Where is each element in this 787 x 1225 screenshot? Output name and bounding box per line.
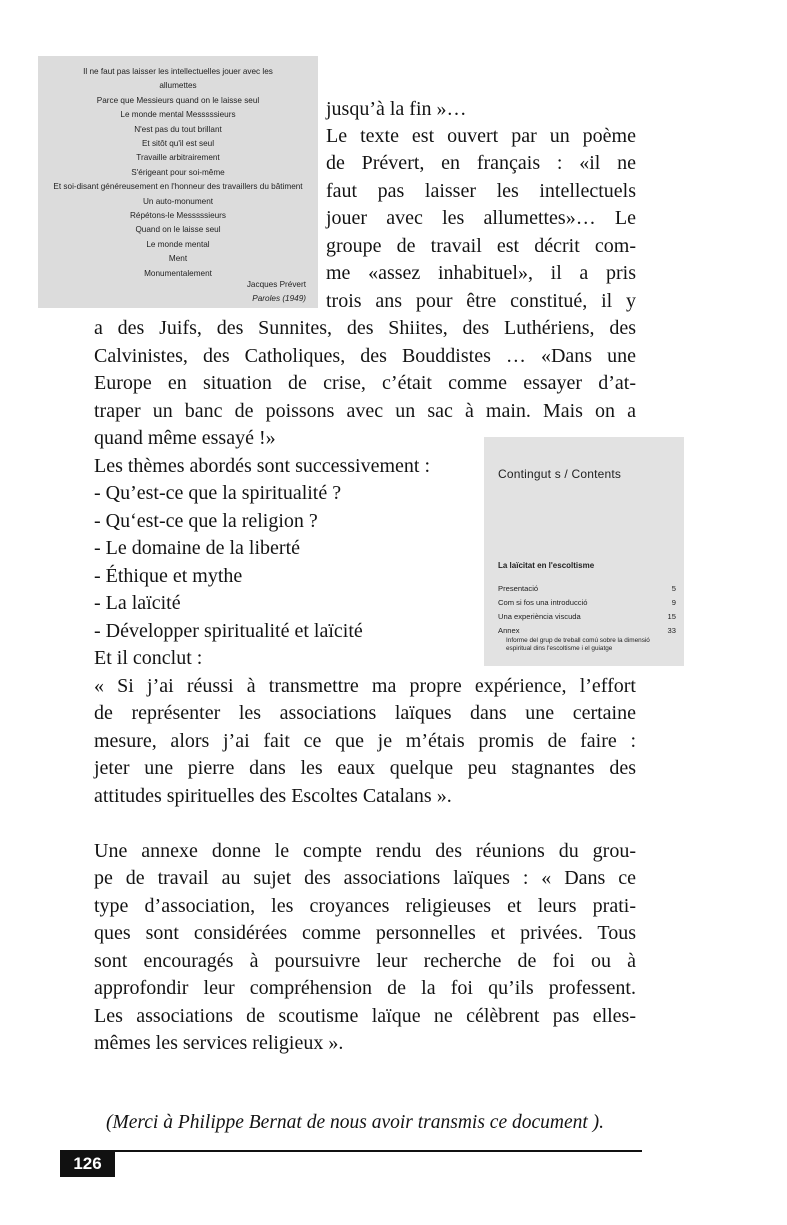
poem-source: Paroles (1949) [252,294,306,303]
body-line: type d’association, les croyances religieuses et leurs prati- [94,895,636,917]
body-line: Le texte est ouvert par un poème [326,125,636,147]
poem-line: Répétons-le Messsssieurs [129,211,226,221]
body-line: jusqu’à la fin »… [326,98,467,120]
theme-item: - Développer spiritualité et laïcité [94,620,363,642]
toc-label: Annex [498,626,520,635]
body-line: traper un banc de poissons avec un sac à main. Mais on a [94,400,636,422]
poem-line: Et sitôt qu'il est seul [141,139,215,149]
poem-author: Jacques Prévert [246,280,306,289]
body-line: jeter une pierre dans les eaux quelque peu stagnantes des [94,757,636,779]
body-line: trois ans pour être constitué, il y [326,290,636,312]
theme-item: - Le domaine de la liberté [94,537,301,559]
body-line: Une annexe donne le compte rendu des réunions du grou- [94,840,636,862]
toc-label: Una experiència viscuda [498,612,581,621]
body-line: groupe de travail est décrit com- [326,235,636,257]
toc-page: 15 [667,612,676,621]
body-line: ques sont considérées comme personnelles et privées. Tous [94,922,636,944]
body-line: approfondir leur compréhension de la foi qu’ils professent. [94,977,636,999]
body-line: Les associations de scoutisme laïque ne célèbrent pas elles- [94,1005,636,1027]
footer-rule [60,1150,642,1152]
toc-page: 33 [667,626,676,635]
poem-line: S'érigeant pour soi-même [131,167,225,177]
contents-section-title: La laïcitat en l'escoltisme [498,561,595,570]
theme-item: - Qu‘est-ce que la religion ? [94,510,318,532]
body-line: de représenter les associations laïques dans une certaine [94,702,636,724]
toc-label: Com si fos una introducció [498,598,588,607]
body-line: jouer avec les allumettes»… Le [326,207,636,229]
theme-item: - Qu’est-ce que la spiritualité ? [94,482,342,504]
body-line: Et il conclut : [94,647,203,669]
body-line: mêmes les services religieux ». [94,1032,344,1054]
poem-line: Le monde mental [146,239,210,249]
toc-page: 9 [671,598,676,607]
poem-line: Parce que Messieurs quand on le laisse seul [96,95,260,105]
poem-line: Quand on le laisse seul [135,225,221,235]
body-line: a des Juifs, des Sunnites, des Shiites, des Luthériens, des [94,317,636,339]
body-line: sont encouragés à poursuivre leur recherche de foi ou à [94,950,636,972]
theme-item: - Éthique et mythe [94,565,243,587]
poem-line: Monumentalement [144,268,212,278]
poem-line: Travaille arbitrairement [136,153,220,163]
toc-subtitle: Informe del grup de treball comú sobre la dimensió [506,637,650,644]
poem-line: N'est pas du tout brillant [134,124,222,134]
poem-line: allumettes [159,81,197,91]
poem-line: Ment [168,254,188,264]
toc-page: 5 [671,584,676,593]
page-number: 126 [60,1151,115,1177]
credit-note: (Merci à Philippe Bernat de nous avoir transmis ce document ). [106,1112,605,1133]
body-line: de Prévert, en français : «il ne [326,152,636,174]
poem-inset [38,56,318,308]
body-line: Calvinistes, des Catholiques, des Bouddistes … «Dans une [94,345,636,367]
contents-inset [484,437,684,666]
body-line: me «assez inhabituel», il a pris [326,262,636,284]
body-line: Europe en situation de crise, c’était comme essayer d’at- [94,372,636,394]
body-line: « Si j’ai réussi à transmettre ma propre expérience, l’effort [94,675,636,697]
poem-line: Et soi-disant généreusement en l'honneur des travaillers du bâtiment [53,182,303,192]
body-line: mesure, alors j’ai fait ce que je m’étais promis de faire : [94,730,636,752]
theme-item: - La laïcité [94,592,181,614]
contents-title: Contingut s / Contents [498,467,622,481]
themes-intro: Les thèmes abordés sont successivement : [94,455,431,477]
poem-line: Il ne faut pas laisser les intellectuelles jouer avec les [83,67,273,76]
body-line: quand même essayé !» [94,427,276,449]
poem-line: Un auto-monument [142,196,214,206]
toc-label: Presentació [498,584,539,593]
body-line: faut pas laisser les intellectuels [326,180,636,202]
body-line: attitudes spirituelles des Escoltes Catalans ». [94,785,452,807]
body-line: pe de travail au sujet des associations laïques : « Dans ce [94,867,636,889]
poem-line: Le monde mental Messsssieurs [120,110,236,120]
poem-attribution [247,278,306,306]
toc-subtitle: espiritual dins l'escoltisme i el guiatge [506,645,613,652]
